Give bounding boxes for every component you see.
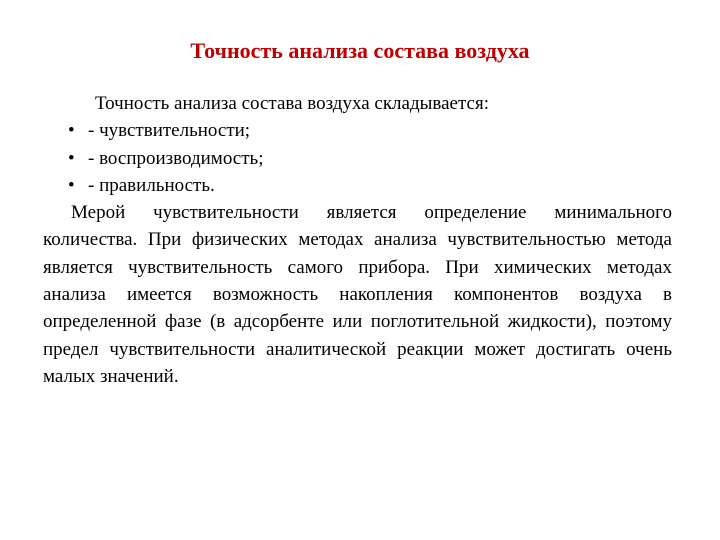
intro-text: Точность анализа состава воздуха складывается: — [95, 93, 489, 114]
bullet-icon: • — [68, 147, 75, 169]
bullet-item — [43, 117, 672, 144]
bullet-text: - чувствительности; — [88, 120, 251, 142]
bullet-item — [43, 172, 672, 199]
bullet-text: - правильность. — [88, 174, 215, 196]
bullet-text: - воспроизводимость; — [88, 147, 264, 169]
slide-body — [43, 90, 672, 390]
bullet-icon: • — [68, 174, 75, 196]
slide-title: Точность анализа состава воздуха — [190, 38, 530, 63]
bullet-icon: • — [68, 120, 75, 142]
bullet-list — [43, 117, 672, 199]
body-paragraph: Мерой чувствительности является определение минимального количества. При физических методах анализа чувствительностью метода является чувствительность самого прибора. При химических методах анализа имеется возможность накопления компонентов воздуха в определенной фазе (в адсорбенте или поглотительной жидкости), поэтому предел чувствительности аналитической реакции может достигать очень малых значений. — [43, 202, 672, 387]
bullet-item — [43, 145, 672, 172]
